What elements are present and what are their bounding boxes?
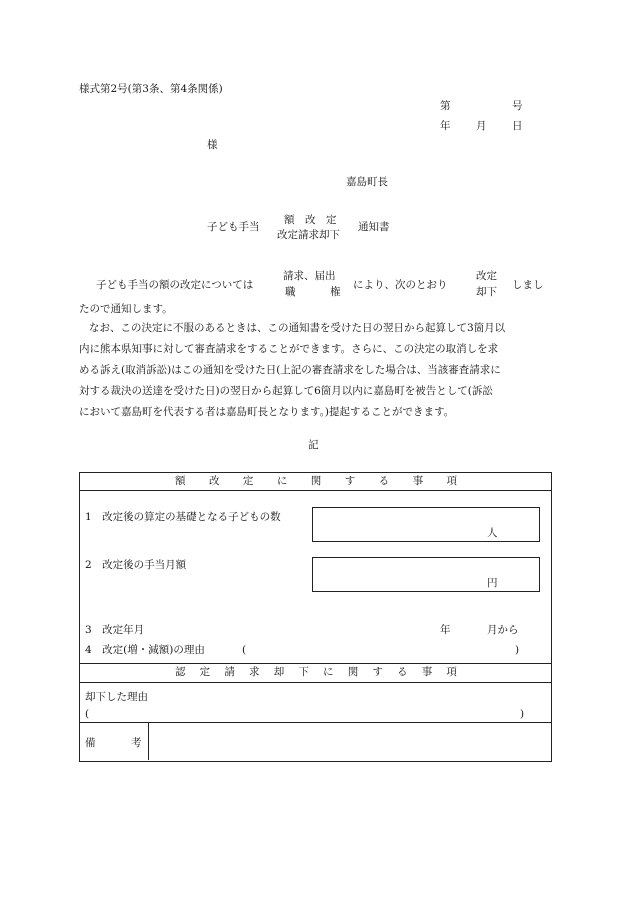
item3-year: 年 [440,624,451,636]
item3-label: 3 改定年月 [85,624,145,636]
section2-header-char: 定 [199,666,211,678]
section2-header-char: 事 [421,666,433,678]
doc-no-suffix: 号 [512,100,523,112]
section2-header-char: 請 [224,666,235,678]
item4-label: 4 改定(増・減額)の理由 [85,644,205,656]
item2-label: 2 改定後の手当月額 [85,559,187,571]
section2-header-char: 関 [347,666,359,678]
intro-choice-a-1: 請求、届出 [283,270,336,282]
item1-unit: 人 [487,527,498,539]
section2-header-char: 求 [249,666,260,678]
section1-header-char: に [276,475,288,487]
intro-choice-b-2: 却下 [476,286,497,298]
rejection-reason-open-paren: ( [85,708,90,720]
remarks-label-right: 考 [131,737,142,749]
item4-close-paren: ) [515,644,520,656]
section2-header-char: す [372,666,383,678]
section2-header-char: 却 [273,666,285,678]
item1-label: 1 改定後の算定の基礎となる子どもの数 [85,511,281,523]
intro-choice-a-2-left: 職 [285,286,296,298]
section1-header-char: 改 [208,475,220,487]
section1-header-char: 定 [242,475,254,487]
title-suffix: 通知書 [358,221,390,233]
section2-header-char: に [323,666,334,678]
date-month: 月 [476,120,487,132]
section1-header [175,476,457,487]
title-option-1: 額 改 定 [284,214,337,226]
intro-text-before: 子ども手当の額の改定については [96,279,254,291]
section1-header-char: 関 [310,475,322,487]
intro-text-after: しまし [512,279,544,291]
remarks-column-divider [148,722,149,760]
section2-header-char: 下 [298,666,309,678]
notice-paragraph [79,318,551,423]
rejection-reason-label: 却下した理由 [85,691,148,703]
section1-header-char: 事 [412,475,424,487]
section2-top-divider [79,663,551,664]
intro-choice-b-1: 改定 [476,270,497,282]
item3-month: 月から [487,624,519,636]
section1-header-divider [79,490,551,491]
section1-header-char: す [344,475,356,487]
remarks-label-left: 備 [85,737,96,749]
section1-header-char: 額 [175,475,186,487]
section2-header-char: 項 [446,666,457,678]
notice-line-3: める訴え(取消訴訟)はこの通知を受けた日(上記の審査請求をした場合は、当該審査請求に [79,364,501,376]
section2-header [175,667,457,678]
title-option-2: 改定請求却下 [277,229,340,241]
title-prefix: 子ども手当 [207,221,260,233]
ki-label: 記 [308,439,319,451]
doc-no-prefix: 第 [440,100,451,112]
addressee-suffix: 様 [207,139,218,151]
item4-open-paren: ( [242,644,247,656]
item2-unit: 円 [487,577,498,589]
child-count-field[interactable] [312,507,540,542]
notice-line-5: において嘉島町を代表する者は嘉島町長となります。)提起することができます。 [79,406,455,418]
monthly-amount-field[interactable] [312,557,540,592]
notice-line-4: 対する裁決の送達を受けた日)の翌日から起算して6箇月以内に嘉島町を被告として(訴訟 [79,385,493,397]
form-number: 様式第2号(第3条、第4条関係) [79,83,223,95]
section2-header-char: る [397,666,408,678]
intro-continuation: たので通知します。 [79,303,173,315]
issuer: 嘉島町長 [346,176,388,188]
remarks-divider [79,722,551,723]
notice-line-2: 内に熊本県知事に対して審査請求をすることができます。さらに、この決定の取消しを求 [79,343,499,355]
date-day: 日 [512,120,523,132]
intro-text-middle: により、次のとおり [353,279,448,291]
remarks-field[interactable] [150,724,548,758]
section1-header-char: る [378,475,390,487]
intro-choice-a-2-right: 権 [330,286,341,298]
section1-header-char: 項 [446,475,457,487]
date-year: 年 [440,120,451,132]
section2-header-char: 認 [175,666,186,678]
notice-line-1: なお、この決定に不服のあるときは、この通知書を受けた日の翌日から起算して3箇月以 [89,322,506,334]
rejection-reason-close-paren: ) [520,708,525,720]
section2-header-divider [79,682,551,683]
